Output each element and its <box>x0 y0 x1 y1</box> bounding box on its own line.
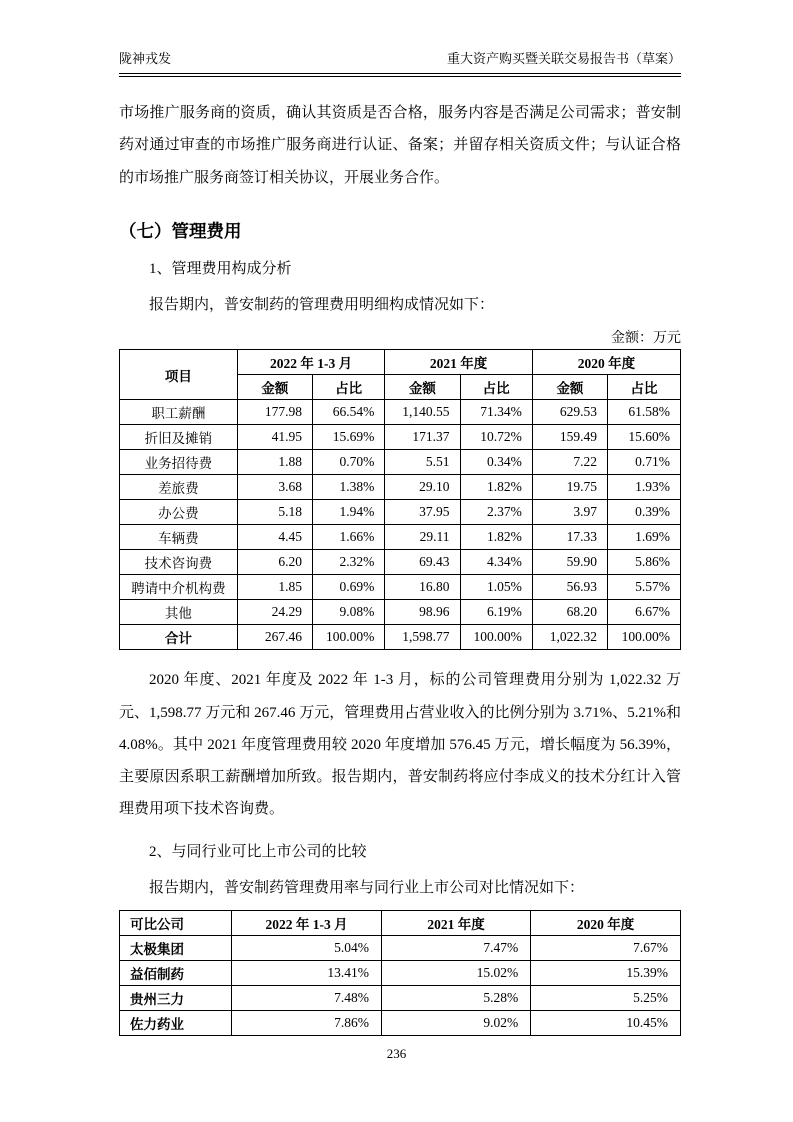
table-row <box>120 986 681 1011</box>
table-cell: 3.97 <box>532 500 607 525</box>
table-cell: 5.04% <box>232 936 382 961</box>
table-cell: 5.51 <box>385 450 460 475</box>
page-footer <box>0 1046 793 1062</box>
table-cell: 15.60% <box>608 425 681 450</box>
table-row <box>120 575 681 600</box>
table-cell: 合计 <box>120 625 238 650</box>
table1-header-item: 项目 <box>120 350 238 400</box>
table-cell: 37.95 <box>385 500 460 525</box>
analysis-paragraph: 2020 年度、2021 年度及 2022 年 1-3 月，标的公司管理费用分别为 1,022.32 万元、1,598.77 万元和 267.46 万元，管理费用占营业收入的比例分别为 3.71%、5.21%和 4.08%。其中 2021 年度管理费用较 2020 年度增加 576.45 万元，增长幅度为 56.39%，主要原因系职工薪酬增加所致。报告期内，普安制药将应付李成义的技术分红计入管理费用项下技术咨询费。 <box>119 672 681 818</box>
table-row <box>120 936 681 961</box>
table1-lead-text: 报告期内，普安制药的管理费用明细构成情况如下： <box>149 297 495 313</box>
table-cell: 业务招待费 <box>120 450 238 475</box>
table-cell: 15.69% <box>312 425 384 450</box>
table-cell: 13.41% <box>232 961 382 986</box>
table-cell: 100.00% <box>608 625 681 650</box>
page-number: 236 <box>386 1046 407 1061</box>
table-cell: 171.37 <box>385 425 460 450</box>
table-cell: 15.39% <box>531 961 681 986</box>
table-cell: 7.86% <box>232 1011 382 1036</box>
table-cell: 技术咨询费 <box>120 550 238 575</box>
table-cell: 差旅费 <box>120 475 238 500</box>
admin-expense-table-head <box>120 350 681 400</box>
table-cell: 车辆费 <box>120 525 238 550</box>
table1-header-period-2022: 2022 年 1-3 月 <box>237 350 385 375</box>
table-cell: 17.33 <box>532 525 607 550</box>
table-cell: 24.29 <box>237 600 312 625</box>
table-cell: 聘请中介机构费 <box>120 575 238 600</box>
table-header-row <box>120 350 681 375</box>
table-cell: 1.69% <box>608 525 681 550</box>
peer-comparison-table-body <box>120 936 681 1036</box>
table-cell: 7.22 <box>532 450 607 475</box>
table-cell: 41.95 <box>237 425 312 450</box>
table-cell: 职工薪酬 <box>120 400 238 425</box>
table-cell: 9.02% <box>381 1011 530 1036</box>
table1-subheader-ratio: 占比 <box>312 375 384 400</box>
table2-header-company: 可比公司 <box>120 911 232 936</box>
table-cell: 5.28% <box>381 986 530 1011</box>
table-row <box>120 550 681 575</box>
table-cell: 4.45 <box>237 525 312 550</box>
section-heading: （七）管理费用 <box>119 220 242 241</box>
table-cell: 159.49 <box>532 425 607 450</box>
table-cell: 其他 <box>120 600 238 625</box>
table-cell: 1.93% <box>608 475 681 500</box>
table2-header-period-2021: 2021 年度 <box>381 911 530 936</box>
page-header <box>119 48 681 77</box>
table-cell: 100.00% <box>460 625 532 650</box>
table-cell: 4.34% <box>460 550 532 575</box>
table-cell: 2.37% <box>460 500 532 525</box>
table-cell: 6.19% <box>460 600 532 625</box>
table-cell: 629.53 <box>532 400 607 425</box>
table-cell: 5.18 <box>237 500 312 525</box>
table-cell: 2.32% <box>312 550 384 575</box>
peer-comparison-table <box>119 910 681 1036</box>
table-cell: 9.08% <box>312 600 384 625</box>
unit-note: 金额：万元 <box>611 331 681 347</box>
subsection-1-title: 1、管理费用构成分析 <box>149 260 292 277</box>
table-cell: 267.46 <box>237 625 312 650</box>
table-cell: 0.71% <box>608 450 681 475</box>
header-right-title: 重大资产购买暨关联交易报告书（草案） <box>446 51 681 66</box>
table-cell: 100.00% <box>312 625 384 650</box>
table-cell: 69.43 <box>385 550 460 575</box>
table-cell: 佐力药业 <box>120 1011 232 1036</box>
table-cell: 5.57% <box>608 575 681 600</box>
table2-lead-text: 报告期内，普安制药管理费用率与同行业上市公司对比情况如下： <box>149 879 585 896</box>
table-cell: 1.82% <box>460 475 532 500</box>
table-cell: 1,140.55 <box>385 400 460 425</box>
table-cell: 16.80 <box>385 575 460 600</box>
table-cell: 29.11 <box>385 525 460 550</box>
table-cell: 5.86% <box>608 550 681 575</box>
table-row <box>120 500 681 525</box>
header-left-title: 陇神戎发 <box>119 51 172 66</box>
table-cell: 折旧及摊销 <box>120 425 238 450</box>
table-row <box>120 961 681 986</box>
table-cell: 1.94% <box>312 500 384 525</box>
table-cell: 1.88 <box>237 450 312 475</box>
table-row <box>120 600 681 625</box>
table-cell: 3.68 <box>237 475 312 500</box>
table-cell: 1.85 <box>237 575 312 600</box>
table2-header-period-2022: 2022 年 1-3 月 <box>232 911 382 936</box>
table-cell: 61.58% <box>608 400 681 425</box>
table-cell: 办公费 <box>120 500 238 525</box>
table-row <box>120 1011 681 1036</box>
table-cell: 1,022.32 <box>532 625 607 650</box>
table-cell: 15.02% <box>381 961 530 986</box>
table-row <box>120 475 681 500</box>
table1-subheader-ratio: 占比 <box>608 375 681 400</box>
table-cell: 益佰制药 <box>120 961 232 986</box>
intro-paragraph: 市场推广服务商的资质，确认其资质是否合格，服务内容是否满足公司需求；普安制药对通过审查的市场推广服务商进行认证、备案；并留存相关资质文件；与认证合格的市场推广服务商签订相关协议，开展业务合作。 <box>119 105 681 186</box>
table-cell: 太极集团 <box>120 936 232 961</box>
table-row <box>120 450 681 475</box>
table-cell: 0.34% <box>460 450 532 475</box>
table-cell: 0.39% <box>608 500 681 525</box>
table-cell: 1.66% <box>312 525 384 550</box>
table-cell: 29.10 <box>385 475 460 500</box>
table-cell: 6.20 <box>237 550 312 575</box>
table2-header-period-2020: 2020 年度 <box>531 911 681 936</box>
admin-expense-table <box>119 349 681 650</box>
table-cell: 1.82% <box>460 525 532 550</box>
table-cell: 7.48% <box>232 986 382 1011</box>
table-cell: 7.47% <box>381 936 530 961</box>
table-cell: 1.38% <box>312 475 384 500</box>
subsection-2-title: 2、与同行业可比上市公司的比较 <box>149 843 367 860</box>
table-cell: 19.75 <box>532 475 607 500</box>
table-cell: 7.67% <box>531 936 681 961</box>
table-cell: 0.70% <box>312 450 384 475</box>
table-cell: 6.67% <box>608 600 681 625</box>
table-cell: 10.72% <box>460 425 532 450</box>
table-cell: 59.90 <box>532 550 607 575</box>
table-row <box>120 625 681 650</box>
table-cell: 0.69% <box>312 575 384 600</box>
peer-comparison-table-head <box>120 911 681 936</box>
table-cell: 5.25% <box>531 986 681 1011</box>
table-row <box>120 400 681 425</box>
admin-expense-table-body <box>120 400 681 650</box>
table-cell: 177.98 <box>237 400 312 425</box>
table-header-row <box>120 911 681 936</box>
table1-subheader-amount: 金额 <box>237 375 312 400</box>
table-cell: 56.93 <box>532 575 607 600</box>
table-cell: 98.96 <box>385 600 460 625</box>
table-cell: 1,598.77 <box>385 625 460 650</box>
table1-subheader-ratio: 占比 <box>460 375 532 400</box>
table1-header-period-2021: 2021 年度 <box>385 350 533 375</box>
table-cell: 66.54% <box>312 400 384 425</box>
table1-subheader-amount: 金额 <box>532 375 607 400</box>
table-cell: 10.45% <box>531 1011 681 1036</box>
table-cell: 68.20 <box>532 600 607 625</box>
table-cell: 71.34% <box>460 400 532 425</box>
table-cell: 贵州三力 <box>120 986 232 1011</box>
table1-header-period-2020: 2020 年度 <box>532 350 680 375</box>
table-row <box>120 525 681 550</box>
table-row <box>120 425 681 450</box>
table-cell: 1.05% <box>460 575 532 600</box>
table1-subheader-amount: 金额 <box>385 375 460 400</box>
